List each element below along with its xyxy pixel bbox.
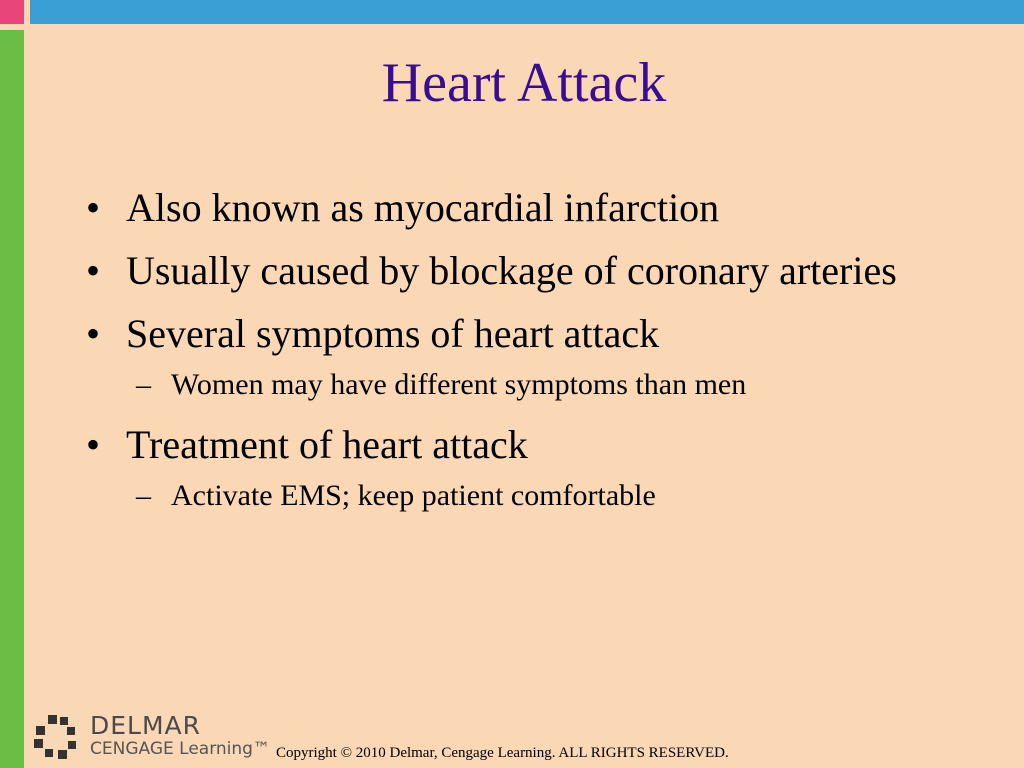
bullet-item [86, 306, 986, 361]
top-accent-bar [30, 0, 1024, 24]
logo-line-1: DELMAR [90, 711, 202, 740]
bullet-text: Usually caused by blockage of coronary arteries [126, 248, 897, 293]
left-accent-bar [0, 30, 24, 768]
bullet-glyph: • [86, 248, 101, 293]
delmar-mark-icon [34, 714, 80, 760]
publisher-logo [34, 712, 274, 762]
slide-title: Heart Attack [381, 52, 667, 114]
sub-bullet-text: Activate EMS; keep patient comfortable [171, 479, 656, 512]
corner-accent [0, 0, 24, 24]
sub-bullet-text: Women may have different symptoms than men [171, 368, 747, 401]
bullet-text: Also known as myocardial infarction [126, 185, 720, 230]
bullet-text: Treatment of heart attack [126, 422, 528, 467]
bullet-item [86, 180, 986, 235]
bullet-glyph: • [86, 422, 101, 467]
sub-bullet-glyph: – [136, 368, 151, 401]
bullet-item [86, 417, 986, 472]
bullet-item [86, 243, 986, 298]
sub-bullet-item [86, 476, 986, 516]
bullet-glyph: • [86, 185, 101, 230]
copyright-notice: Copyright © 2010 Delmar, Cengage Learning. ALL RIGHTS RESERVED. [276, 745, 729, 761]
slide-body [86, 180, 986, 528]
sub-bullet-item [86, 365, 986, 405]
bullet-glyph: • [86, 311, 101, 356]
logo-line-2: CENGAGE Learning™ [90, 739, 270, 759]
sub-bullet-glyph: – [136, 479, 151, 512]
bullet-text: Several symptoms of heart attack [126, 311, 660, 356]
